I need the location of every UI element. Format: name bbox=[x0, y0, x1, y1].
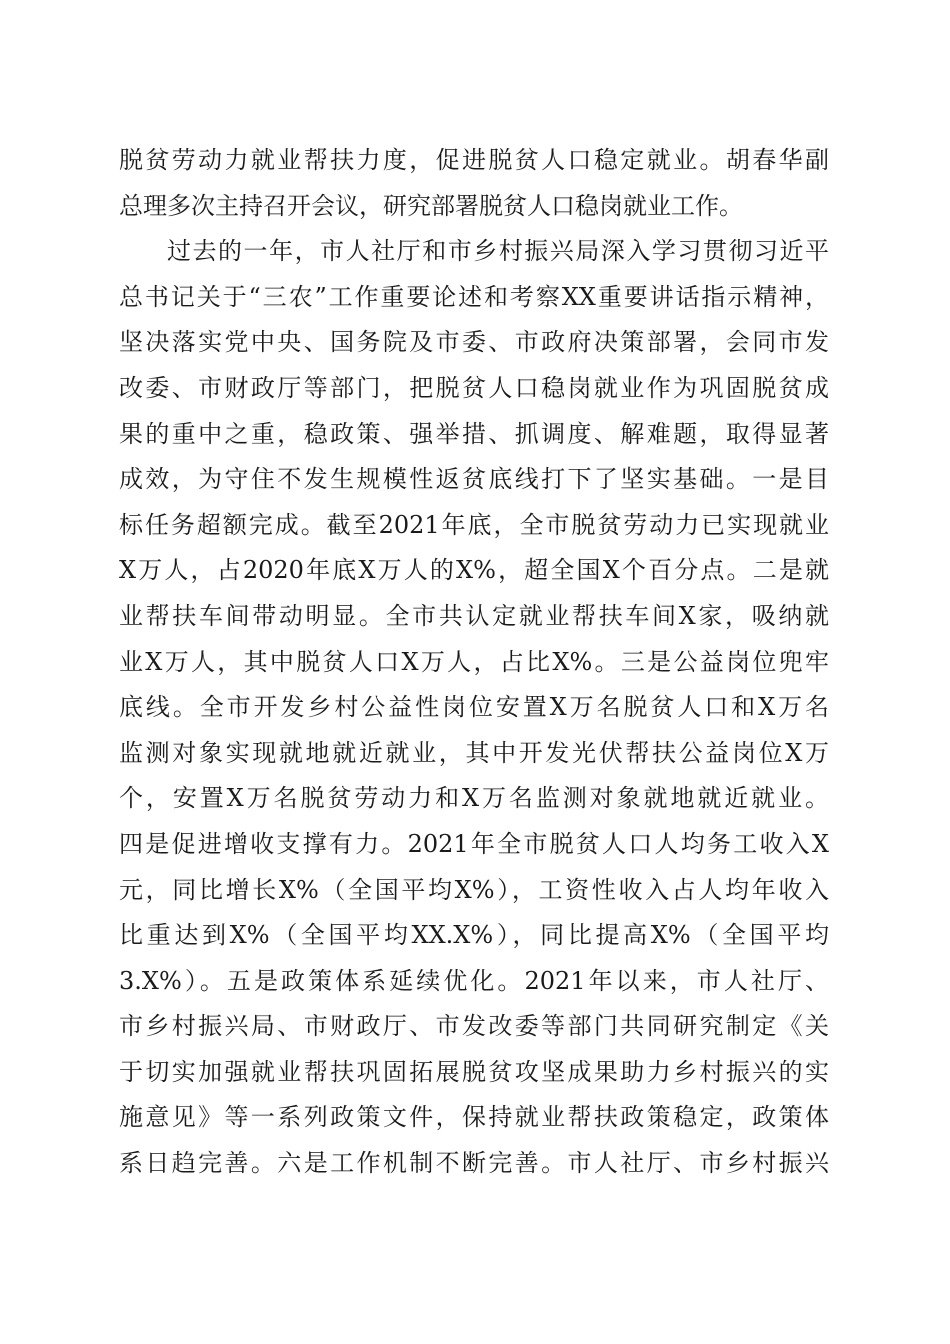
text-line: 系日趋完善。六是工作机制不断完善。市人社厅、市乡村振兴 bbox=[119, 1149, 829, 1178]
text-line: 改委、市财政厅等部门，把脱贫人口稳岗就业作为巩固脱贫成 bbox=[119, 373, 829, 402]
text-line: 比重达到X%（全国平均XX.X%），同比提高X%（全国平均 bbox=[119, 921, 829, 950]
text-line: 业X万人，其中脱贫人口X万人，占比X%。三是公益岗位兜牢 bbox=[119, 647, 829, 676]
text-line: 底线。全市开发乡村公益性岗位安置X万名脱贫人口和X万名 bbox=[119, 693, 829, 722]
text-line: 于切实加强就业帮扶巩固拓展脱贫攻坚成果助力乡村振兴的实 bbox=[119, 1057, 829, 1086]
text-line: 个，安置X万名脱贫劳动力和X万名监测对象就地就近就业。 bbox=[119, 784, 829, 813]
text-line: 标任务超额完成。截至2021年底，全市脱贫劳动力已实现就业 bbox=[119, 510, 829, 539]
text-line: 施意见》等一系列政策文件，保持就业帮扶政策稳定，政策体 bbox=[119, 1103, 829, 1132]
text-line: 业帮扶车间带动明显。全市共认定就业帮扶车间X家，吸纳就 bbox=[119, 601, 829, 630]
text-line: 元，同比增长X%（全国平均X%），工资性收入占人均年收入 bbox=[119, 875, 829, 904]
text-line: 脱贫劳动力就业帮扶力度，促进脱贫人口稳定就业。胡春华副 bbox=[119, 146, 829, 174]
text-line: 总理多次主持召开会议，研究部署脱贫人口稳岗就业工作。 bbox=[119, 191, 743, 220]
text-line: 四是促进增收支撑有力。2021年全市脱贫人口人均务工收入X bbox=[119, 829, 829, 858]
text-line: 坚决落实党中央、国务院及市委、市政府决策部署，会同市发 bbox=[119, 328, 829, 357]
text-line: 市乡村振兴局、市财政厅、市发改委等部门共同研究制定《关 bbox=[119, 1012, 829, 1041]
text-line: 成效，为守住不发生规模性返贫底线打下了坚实基础。一是目 bbox=[119, 465, 829, 494]
body-text bbox=[119, 138, 829, 1187]
text-line: 监测对象实现就地就近就业，其中开发光伏帮扶公益岗位X万 bbox=[119, 738, 829, 767]
paragraph-2 bbox=[119, 229, 829, 1186]
text-line: 过去的一年，市人社厅和市乡村振兴局深入学习贯彻习近平 bbox=[167, 237, 829, 266]
text-line: 果的重中之重，稳政策、强举措、抓调度、解难题，取得显著 bbox=[119, 419, 829, 448]
text-line: 3.X%）。五是政策体系延续优化。2021年以来，市人社厅、 bbox=[119, 966, 829, 995]
text-line: X万人，占2020年底X万人的X%，超全国X个百分点。二是就 bbox=[119, 556, 829, 585]
text-line: 总书记关于“三农”工作重要论述和考察XX重要讲话指示精神， bbox=[119, 282, 829, 311]
paragraph-1 bbox=[119, 138, 829, 229]
